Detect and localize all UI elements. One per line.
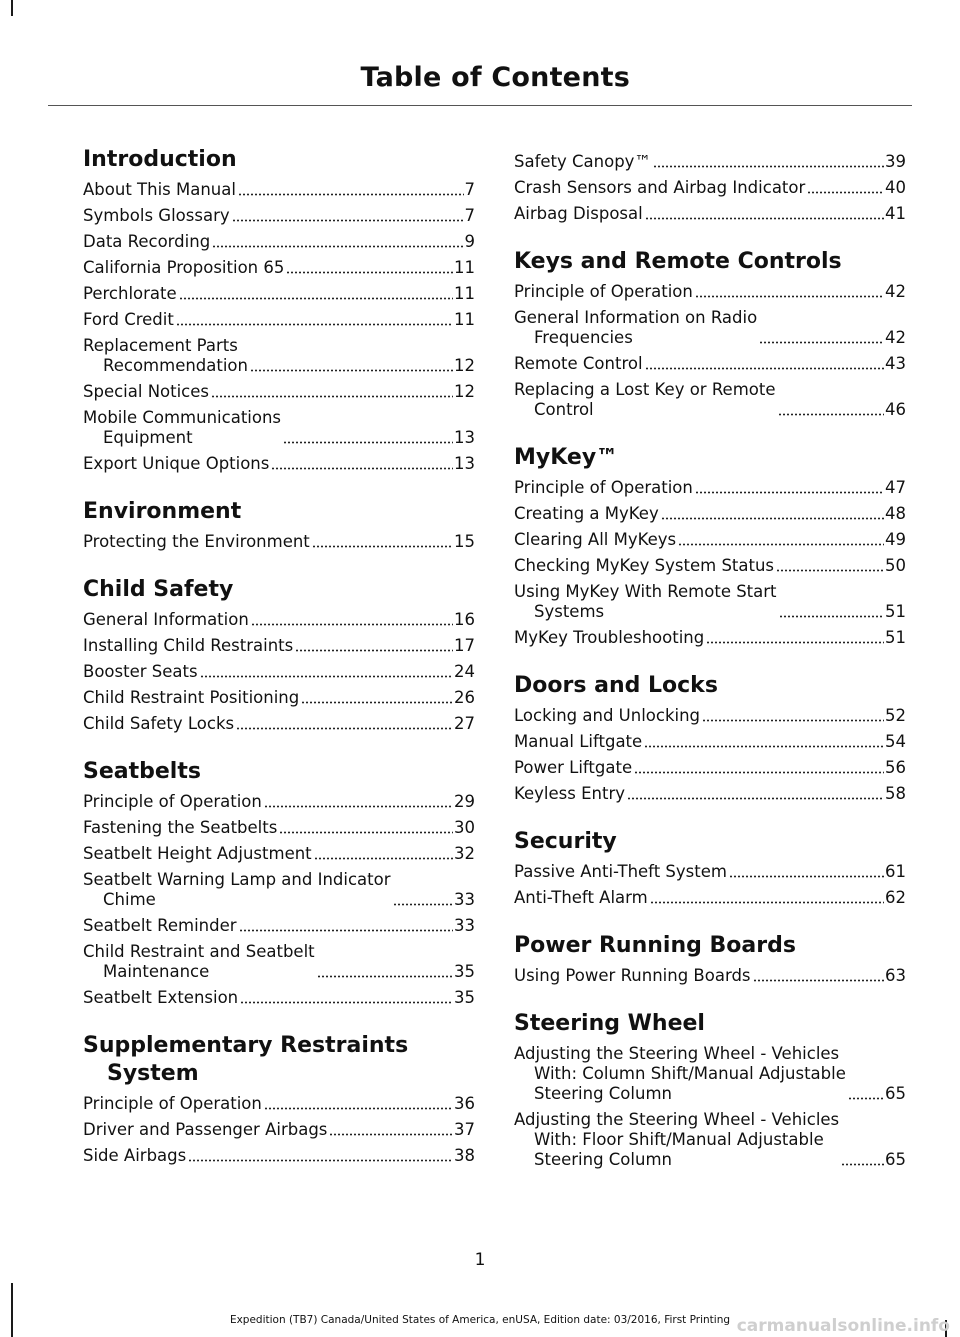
- toc-entry-page: 62: [885, 888, 906, 907]
- crop-mark-bottom-left: [11, 1283, 13, 1337]
- toc-entry[interactable]: [83, 382, 475, 402]
- toc-entry-label-line: MyKey Troubleshooting: [514, 628, 705, 647]
- section-heading: Keys and Remote Controls: [514, 249, 842, 274]
- section-heading: MyKey™: [514, 445, 619, 470]
- dot-leader: [706, 641, 884, 644]
- toc-entry-page: 49: [885, 530, 906, 549]
- toc-entry-page: 11: [454, 258, 475, 277]
- page-title: Table of Contents: [360, 62, 630, 93]
- toc-entry-label-line: Using MyKey With Remote Start: [514, 582, 777, 601]
- toc-entry-page: 58: [885, 784, 906, 803]
- toc-entry-label-continuation: Steering Column: [534, 1084, 672, 1103]
- toc-entry[interactable]: [83, 844, 475, 864]
- dot-leader: [729, 875, 884, 878]
- toc-entry[interactable]: [514, 706, 906, 726]
- toc-entry-label-continuation: Control: [534, 400, 594, 419]
- dot-leader: [779, 615, 884, 618]
- toc-entry-page: 13: [454, 428, 475, 447]
- dot-leader: [778, 413, 885, 416]
- toc-entry-label-line: Manual Liftgate: [514, 732, 643, 751]
- toc-entry[interactable]: [514, 758, 906, 778]
- toc-entry-page: 36: [454, 1094, 475, 1113]
- toc-entry[interactable]: [514, 784, 906, 804]
- toc-entry-label: [83, 232, 210, 252]
- toc-entry-label-line: Keyless Entry: [514, 784, 625, 803]
- toc-entry-label-line: Creating a MyKey: [514, 504, 659, 523]
- toc-entry[interactable]: [514, 888, 906, 908]
- toc-entry-page: 65: [885, 1150, 906, 1169]
- toc-entry-page: 35: [454, 962, 475, 981]
- toc-entry-label: [514, 628, 704, 648]
- section-heading: Environment: [83, 499, 242, 524]
- dot-leader: [264, 1107, 453, 1110]
- section-heading: Steering Wheel: [514, 1011, 705, 1036]
- toc-entry-label-line: Side Airbags: [83, 1146, 187, 1165]
- dot-leader: [807, 191, 884, 194]
- dot-leader: [329, 1133, 453, 1136]
- toc-entry[interactable]: [514, 732, 906, 752]
- toc-section: [514, 152, 906, 224]
- header-divider: [48, 105, 912, 106]
- toc-entry-label-line: Perchlorate: [83, 284, 177, 303]
- toc-entry-label-line: Passive Anti-Theft System: [514, 862, 727, 881]
- toc-entry-label-line: Booster Seats: [83, 662, 198, 681]
- toc-entry-label: [83, 284, 177, 304]
- toc-entry[interactable]: [83, 180, 475, 200]
- toc-entry-label: [83, 844, 312, 864]
- dot-leader: [848, 1097, 884, 1100]
- toc-entry[interactable]: [514, 354, 906, 374]
- toc-entry[interactable]: [83, 232, 475, 252]
- toc-entry[interactable]: [83, 310, 475, 330]
- toc-entry-label-continuation: With: Column Shift/Manual Adjustable: [534, 1064, 846, 1083]
- toc-entry-label-line: Adjusting the Steering Wheel - Vehicles: [514, 1044, 840, 1063]
- toc-entry-label: [514, 758, 632, 778]
- toc-entry-label: [514, 204, 643, 224]
- dot-leader: [678, 543, 884, 546]
- toc-entry-label-line: Principle of Operation: [83, 792, 262, 811]
- dot-leader: [644, 745, 884, 748]
- dot-leader: [176, 323, 453, 326]
- toc-entry-page: 26: [454, 688, 475, 707]
- toc-entry-page: 32: [454, 844, 475, 863]
- toc-entry-page: 27: [454, 714, 475, 733]
- toc-entry-label-line: Special Notices: [83, 382, 210, 401]
- section-heading: Security: [514, 829, 617, 854]
- toc-section: [83, 758, 475, 1008]
- toc-section: [83, 1032, 475, 1166]
- toc-entry[interactable]: [83, 636, 475, 656]
- toc-entry-page: 46: [885, 400, 906, 419]
- toc-entry-page: 50: [885, 556, 906, 575]
- toc-entry-page: 13: [454, 454, 475, 473]
- toc-entry-label: [514, 784, 625, 804]
- toc-entry-page: 11: [454, 310, 475, 329]
- toc-entry-label-line: Replacement Parts: [83, 336, 238, 355]
- toc-entry[interactable]: [514, 282, 906, 302]
- toc-entry[interactable]: [83, 916, 475, 936]
- toc-entry-page: 61: [885, 862, 906, 881]
- toc-entry-page: 65: [885, 1084, 906, 1103]
- toc-entry-label: [83, 870, 391, 910]
- toc-entry[interactable]: [83, 1094, 475, 1114]
- toc-entry-label-line: Airbag Disposal: [514, 204, 643, 223]
- toc-entry-label-line: Clearing All MyKeys: [514, 530, 677, 549]
- section-heading: Seatbelts: [83, 759, 201, 784]
- section-heading: Child Safety: [83, 577, 234, 602]
- toc-entry-page: 51: [885, 628, 906, 647]
- dot-leader: [232, 219, 464, 222]
- toc-entry-label-line: Seatbelt Warning Lamp and Indicator: [83, 870, 391, 889]
- section-heading: Supplementary Restraints System: [83, 1033, 409, 1086]
- toc-entry[interactable]: [83, 662, 475, 682]
- toc-entry-label-line: Symbols Glossary: [83, 206, 230, 225]
- toc-entry-page: 42: [885, 328, 906, 347]
- toc-entry[interactable]: [514, 504, 906, 524]
- toc-entry-label: [514, 1044, 846, 1104]
- toc-entry[interactable]: [83, 818, 475, 838]
- toc-column-right: [514, 146, 906, 1170]
- dot-leader: [271, 467, 453, 470]
- toc-section: [514, 444, 906, 648]
- toc-entry[interactable]: [514, 530, 906, 550]
- toc-entry[interactable]: [83, 1146, 475, 1166]
- dot-leader: [650, 901, 884, 904]
- toc-entry-label: [514, 282, 693, 302]
- toc-entry-label: [83, 988, 238, 1008]
- dot-leader: [695, 491, 884, 494]
- toc-entry[interactable]: [514, 1044, 906, 1104]
- toc-entry-label: [514, 706, 700, 726]
- dot-leader: [283, 441, 453, 444]
- toc-entry-label: [83, 206, 230, 226]
- toc-entry-label: [514, 308, 757, 348]
- toc-entry-page: 15: [454, 532, 475, 551]
- toc-entry-label-line: General Information: [83, 610, 249, 629]
- toc-entry[interactable]: [83, 284, 475, 304]
- toc-entry-label-line: Child Safety Locks: [83, 714, 235, 733]
- edition-info: Expedition (TB7) Canada/United States of America, enUSA, Edition date: 03/2016, First Printing: [229, 1314, 731, 1326]
- toc-entry-label-line: Using Power Running Boards: [514, 966, 751, 985]
- toc-entry-page: 7: [464, 206, 475, 225]
- toc-entry[interactable]: [83, 532, 475, 552]
- toc-entry-label-continuation: Maintenance: [103, 962, 210, 981]
- toc-entry-label: [83, 636, 293, 656]
- toc-entry-page: 29: [454, 792, 475, 811]
- toc-entry-page: 41: [885, 204, 906, 223]
- toc-entry[interactable]: [83, 610, 475, 630]
- toc-column-left: [83, 146, 475, 1166]
- dot-leader: [251, 623, 453, 626]
- toc-entry-label-continuation: Systems: [534, 602, 605, 621]
- toc-entry-page: 47: [885, 478, 906, 497]
- dot-leader: [645, 367, 884, 370]
- toc-entry-page: 52: [885, 706, 906, 725]
- toc-entry-label: [83, 180, 236, 200]
- toc-entry[interactable]: [83, 988, 475, 1008]
- toc-entry-page: 63: [885, 966, 906, 985]
- dot-leader: [627, 797, 884, 800]
- toc-entry-label-line: Adjusting the Steering Wheel - Vehicles: [514, 1110, 840, 1129]
- toc-entry-label-line: About This Manual: [83, 180, 236, 199]
- toc-section: [83, 576, 475, 734]
- dot-leader: [295, 649, 453, 652]
- toc-entry-label: [83, 714, 234, 734]
- toc-entry-label: [83, 1120, 327, 1140]
- toc-entry-label-line: Driver and Passenger Airbags: [83, 1120, 328, 1139]
- toc-entry-page: 7: [464, 180, 475, 199]
- toc-entry-label-line: General Information on Radio: [514, 308, 758, 327]
- toc-entry-label-line: Data Recording: [83, 232, 211, 251]
- toc-entry-page: 33: [454, 916, 475, 935]
- dot-leader: [212, 245, 463, 248]
- toc-section: [83, 498, 475, 552]
- toc-entry-label: [83, 408, 281, 448]
- toc-entry-page: 42: [885, 282, 906, 301]
- toc-entry-label: [514, 888, 648, 908]
- toc-entry-label-line: Anti-Theft Alarm: [514, 888, 648, 907]
- toc-entry-page: 11: [454, 284, 475, 303]
- toc-entry-page: 56: [885, 758, 906, 777]
- toc-entry[interactable]: [83, 942, 475, 982]
- toc-entry-page: 54: [885, 732, 906, 751]
- toc-entry-label-line: Child Restraint and Seatbelt: [83, 942, 315, 961]
- toc-entry-label: [514, 582, 777, 622]
- toc-entry-label: [514, 354, 643, 374]
- toc-section: [83, 146, 475, 474]
- toc-entry-page: 30: [454, 818, 475, 837]
- toc-entry-label: [514, 966, 751, 986]
- toc-entry-label-line: Principle of Operation: [514, 478, 693, 497]
- toc-entry-page: 39: [885, 152, 906, 171]
- toc-entry-page: 12: [454, 356, 475, 375]
- toc-entry[interactable]: [83, 258, 475, 278]
- toc-entry-label: [514, 380, 776, 420]
- toc-entry-label-line: Principle of Operation: [514, 282, 693, 301]
- crop-mark-top-left: [11, 0, 13, 16]
- toc-entry-label: [83, 1094, 262, 1114]
- toc-entry-label: [83, 662, 198, 682]
- toc-entry-label: [514, 478, 693, 498]
- dot-leader: [240, 1001, 453, 1004]
- toc-entry-page: 24: [454, 662, 475, 681]
- toc-entry[interactable]: [514, 204, 906, 224]
- toc-entry-label-continuation: Chime: [103, 890, 156, 909]
- section-heading: Introduction: [83, 147, 237, 172]
- toc-entry-label: [83, 610, 249, 630]
- toc-entry-label: [514, 556, 774, 576]
- toc-entry[interactable]: [83, 1120, 475, 1140]
- toc-entry[interactable]: [514, 178, 906, 198]
- toc-entry-label-line: Protecting the Environment: [83, 532, 310, 551]
- page-number: 1: [474, 1250, 486, 1270]
- dot-leader: [286, 271, 453, 274]
- dot-leader: [236, 727, 453, 730]
- toc-section: [514, 1010, 906, 1170]
- toc-entry-label-line: Seatbelt Extension: [83, 988, 239, 1007]
- dot-leader: [301, 701, 453, 704]
- toc-entry-label-line: Principle of Operation: [83, 1094, 262, 1113]
- dot-leader: [188, 1159, 453, 1162]
- toc-entry-page: 40: [885, 178, 906, 197]
- toc-entry-label: [83, 336, 248, 376]
- toc-entry-label: [83, 942, 315, 982]
- dot-leader: [653, 165, 884, 168]
- dot-leader: [312, 545, 453, 548]
- toc-entry-label: [514, 862, 727, 882]
- toc-entry-label: [514, 1110, 839, 1170]
- toc-entry[interactable]: [83, 688, 475, 708]
- toc-entry-label: [514, 732, 642, 752]
- dot-leader: [238, 193, 464, 196]
- toc-entry-label: [83, 818, 277, 838]
- dot-leader: [200, 675, 453, 678]
- toc-entry-label-line: Locking and Unlocking: [514, 706, 701, 725]
- toc-entry-label-line: California Proposition 65: [83, 258, 285, 277]
- toc-entry-label: [83, 916, 237, 936]
- toc-entry-page: 9: [464, 232, 475, 251]
- toc-entry-label: [83, 258, 284, 278]
- toc-entry[interactable]: [514, 308, 906, 348]
- dot-leader: [393, 903, 453, 906]
- dot-leader: [264, 805, 453, 808]
- toc-entry-label-line: Export Unique Options: [83, 454, 270, 473]
- toc-entry[interactable]: [83, 454, 475, 474]
- toc-entry-page: 38: [454, 1146, 475, 1165]
- dot-leader: [776, 569, 884, 572]
- toc-entry-page: 51: [885, 602, 906, 621]
- toc-entry-page: 48: [885, 504, 906, 523]
- dot-leader: [314, 857, 453, 860]
- toc-section: [514, 672, 906, 804]
- toc-entry-label-line: Replacing a Lost Key or Remote: [514, 380, 776, 399]
- dot-leader: [179, 297, 453, 300]
- dot-leader: [841, 1163, 884, 1166]
- toc-section: [514, 828, 906, 908]
- toc-entry-label-line: Seatbelt Height Adjustment: [83, 844, 312, 863]
- toc-entry-label-line: Installing Child Restraints: [83, 636, 294, 655]
- dot-leader: [317, 975, 453, 978]
- toc-entry[interactable]: [514, 152, 906, 172]
- toc-entry[interactable]: [83, 206, 475, 226]
- toc-entry[interactable]: [514, 478, 906, 498]
- dot-leader: [250, 369, 453, 372]
- toc-entry[interactable]: [514, 966, 906, 986]
- toc-entry-label-line: Ford Credit: [83, 310, 174, 329]
- dot-leader: [634, 771, 884, 774]
- dot-leader: [695, 295, 884, 298]
- toc-entry[interactable]: [514, 582, 906, 622]
- toc-entry[interactable]: [514, 862, 906, 882]
- toc-entry-label-line: Power Liftgate: [514, 758, 633, 777]
- dot-leader: [645, 217, 884, 220]
- toc-entry-label-continuation: Steering Column: [534, 1150, 672, 1169]
- toc-entry-label: [83, 1146, 186, 1166]
- toc-entry[interactable]: [514, 1110, 906, 1170]
- toc-entry-page: 12: [454, 382, 475, 401]
- toc-entry-label-line: Fastening the Seatbelts: [83, 818, 278, 837]
- toc-entry-label-line: Mobile Communications: [83, 408, 282, 427]
- toc-entry-page: 35: [454, 988, 475, 1007]
- toc-entry-label-line: Child Restraint Positioning: [83, 688, 300, 707]
- toc-entry[interactable]: [514, 628, 906, 648]
- toc-entry[interactable]: [514, 556, 906, 576]
- toc-entry-label: [514, 530, 676, 550]
- toc-entry-label-line: Remote Control: [514, 354, 643, 373]
- toc-entry[interactable]: [83, 870, 475, 910]
- dot-leader: [753, 979, 884, 982]
- toc-entry-label: [83, 454, 269, 474]
- toc-entry-label: [83, 792, 262, 812]
- toc-entry-label-line: Crash Sensors and Airbag Indicator: [514, 178, 806, 197]
- toc-entry-page: 37: [454, 1120, 475, 1139]
- toc-entry-page: 16: [454, 610, 475, 629]
- toc-section: [514, 932, 906, 986]
- dot-leader: [211, 395, 453, 398]
- toc-entry[interactable]: [514, 380, 906, 420]
- dot-leader: [661, 517, 884, 520]
- toc-entry-page: 43: [885, 354, 906, 373]
- toc-section: [514, 248, 906, 420]
- dot-leader: [702, 719, 884, 722]
- section-heading: Power Running Boards: [514, 933, 796, 958]
- dot-leader: [279, 831, 453, 834]
- toc-entry-label-line: Safety Canopy™: [514, 152, 651, 171]
- toc-entry-label: [83, 532, 310, 552]
- toc-entry-label: [83, 310, 174, 330]
- toc-entry-label: [83, 382, 209, 402]
- section-heading: Doors and Locks: [514, 673, 718, 698]
- toc-entry-label: [514, 178, 805, 198]
- toc-entry-label-line: Checking MyKey System Status: [514, 556, 775, 575]
- toc-entry[interactable]: [83, 792, 475, 812]
- dot-leader: [239, 929, 453, 932]
- toc-entry-page: 33: [454, 890, 475, 909]
- toc-entry-label: [83, 688, 299, 708]
- toc-entry[interactable]: [83, 714, 475, 734]
- toc-entry-label-continuation: Recommendation: [103, 356, 248, 375]
- toc-entry[interactable]: [83, 408, 475, 448]
- dot-leader: [759, 341, 884, 344]
- toc-entry-label-continuation: Equipment: [103, 428, 193, 447]
- toc-entry-label: [514, 152, 651, 172]
- toc-entry-page: 17: [454, 636, 475, 655]
- watermark: carmanualsonline.info: [736, 1316, 950, 1336]
- toc-entry-label-continuation: With: Floor Shift/Manual Adjustable: [534, 1130, 824, 1149]
- toc-entry-label-line: Seatbelt Reminder: [83, 916, 237, 935]
- toc-entry[interactable]: [83, 336, 475, 376]
- toc-entry-label: [514, 504, 659, 524]
- toc-entry-label-continuation: Frequencies: [534, 328, 633, 347]
